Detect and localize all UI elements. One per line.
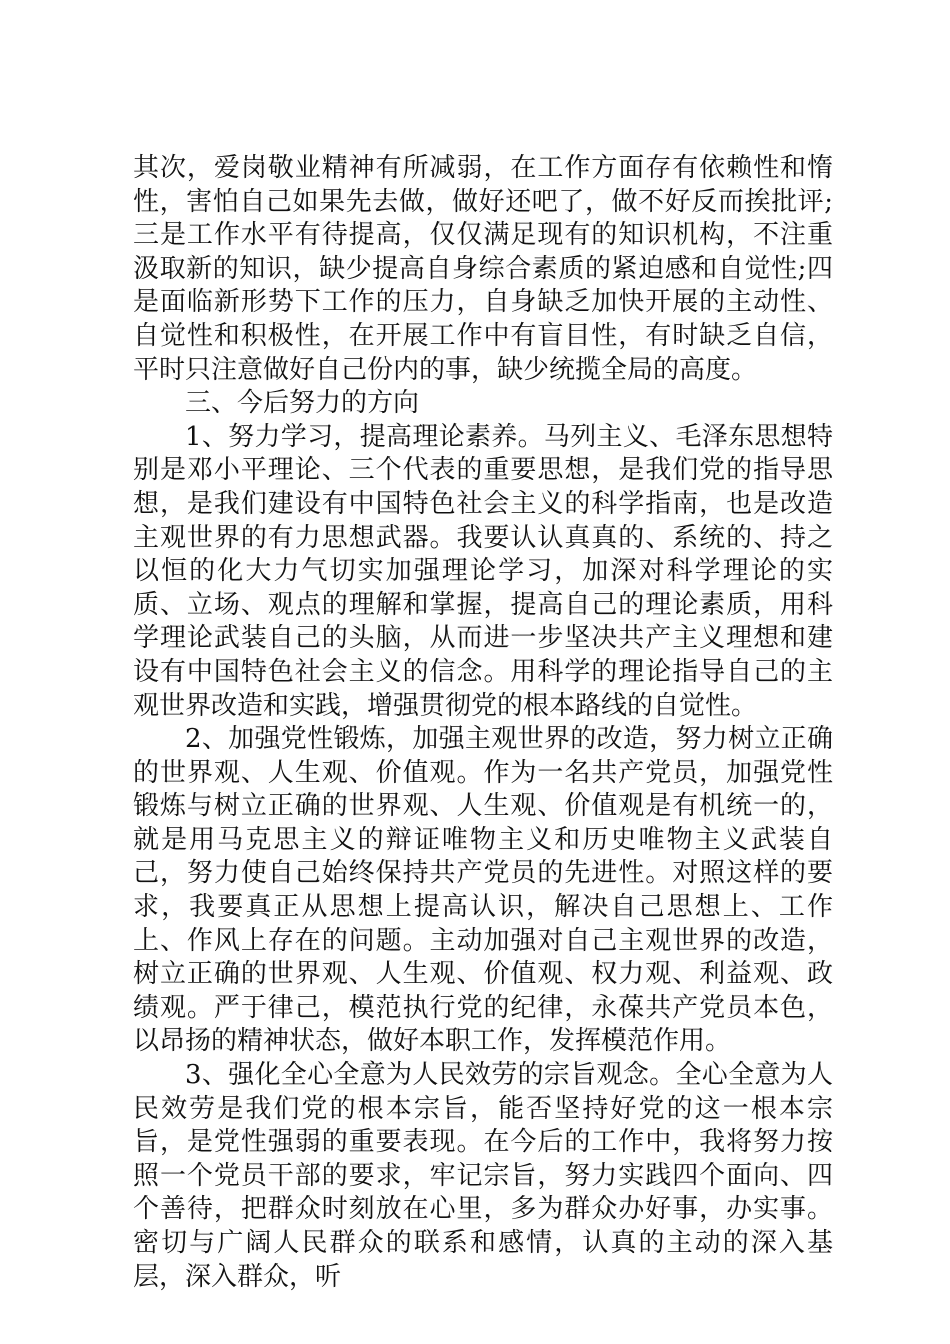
paragraph-continuation: 其次，爱岗敬业精神有所减弱，在工作方面存有依赖性和惰性，害怕自己如果先去做，做好还吧了，做不好反而挨批评;三是工作水平有待提高，仅仅满足现有的知识机构，不注重汲取新的知识，缺少提高自身综合素质的紧迫感和自觉性;四是面临新形势下工作的压力，自身缺乏加快开展的主动性、自觉性和积极性，在开展工作中有盲目性，有时缺乏自信，平时只注意做好自己份内的事，缺少统揽全局的高度。 <box>133 153 833 385</box>
document-body <box>133 152 833 1294</box>
paragraph-point-1-study: 1、努力学习，提高理论素养。马列主义、毛泽东思想特别是邓小平理论、三个代表的重要思想，是我们党的指导思想，是我们建设有中国特色社会主义的科学指南，也是改造主观世界的有力思想武器。我要认认真真的、系统的、持之以恒的化大力气切实加强理论学习，加深对科学理论的实质、立场、观点的理解和掌握，提高自己的理论素质，用科学理论武装自己的头脑，从而进一步坚决共产主义理想和建设有中国特色社会主义的信念。用科学的理论指导自己的主观世界改造和实践，增强贯彻党的根本路线的自觉性。 <box>133 421 833 721</box>
paragraph-point-3-serve-people: 3、强化全心全意为人民效劳的宗旨观念。全心全意为人民效劳是我们党的根本宗旨，能否坚持好党的这一根本宗旨，是党性强弱的重要表现。在今后的工作中，我将努力按照一个党员干部的要求，牢记宗旨，努力实践四个面向、四个善待，把群众时刻放在心里，多为群众办好事，办实事。密切与广阔人民群众的联系和感情，认真的主动的深入基层，深入群众，听 <box>133 1060 833 1292</box>
section-heading-future-direction: 三、今后努力的方向 <box>185 388 420 419</box>
paragraph-point-2-party-spirit: 2、加强党性锻炼，加强主观世界的改造，努力树立正确的世界观、人生观、价值观。作为一名共产党员，加强党性锻炼与树立正确的世界观、人生观、价值观是有机统一的，就是用马克思主义的辩证唯物主义和历史唯物主义武装自己，努力使自己始终保持共产党员的先进性。对照这样的要求，我要真正从思想上提高认识，解决自己思想上、工作上、作风上存在的问题。主动加强对自己主观世界的改造，树立正确的世界观、人生观、价值观、权力观、利益观、政绩观。严于律己，模范执行党的纪律，永葆共产党员本色，以昂扬的精神状态，做好本职工作，发挥模范作用。 <box>133 724 833 1057</box>
